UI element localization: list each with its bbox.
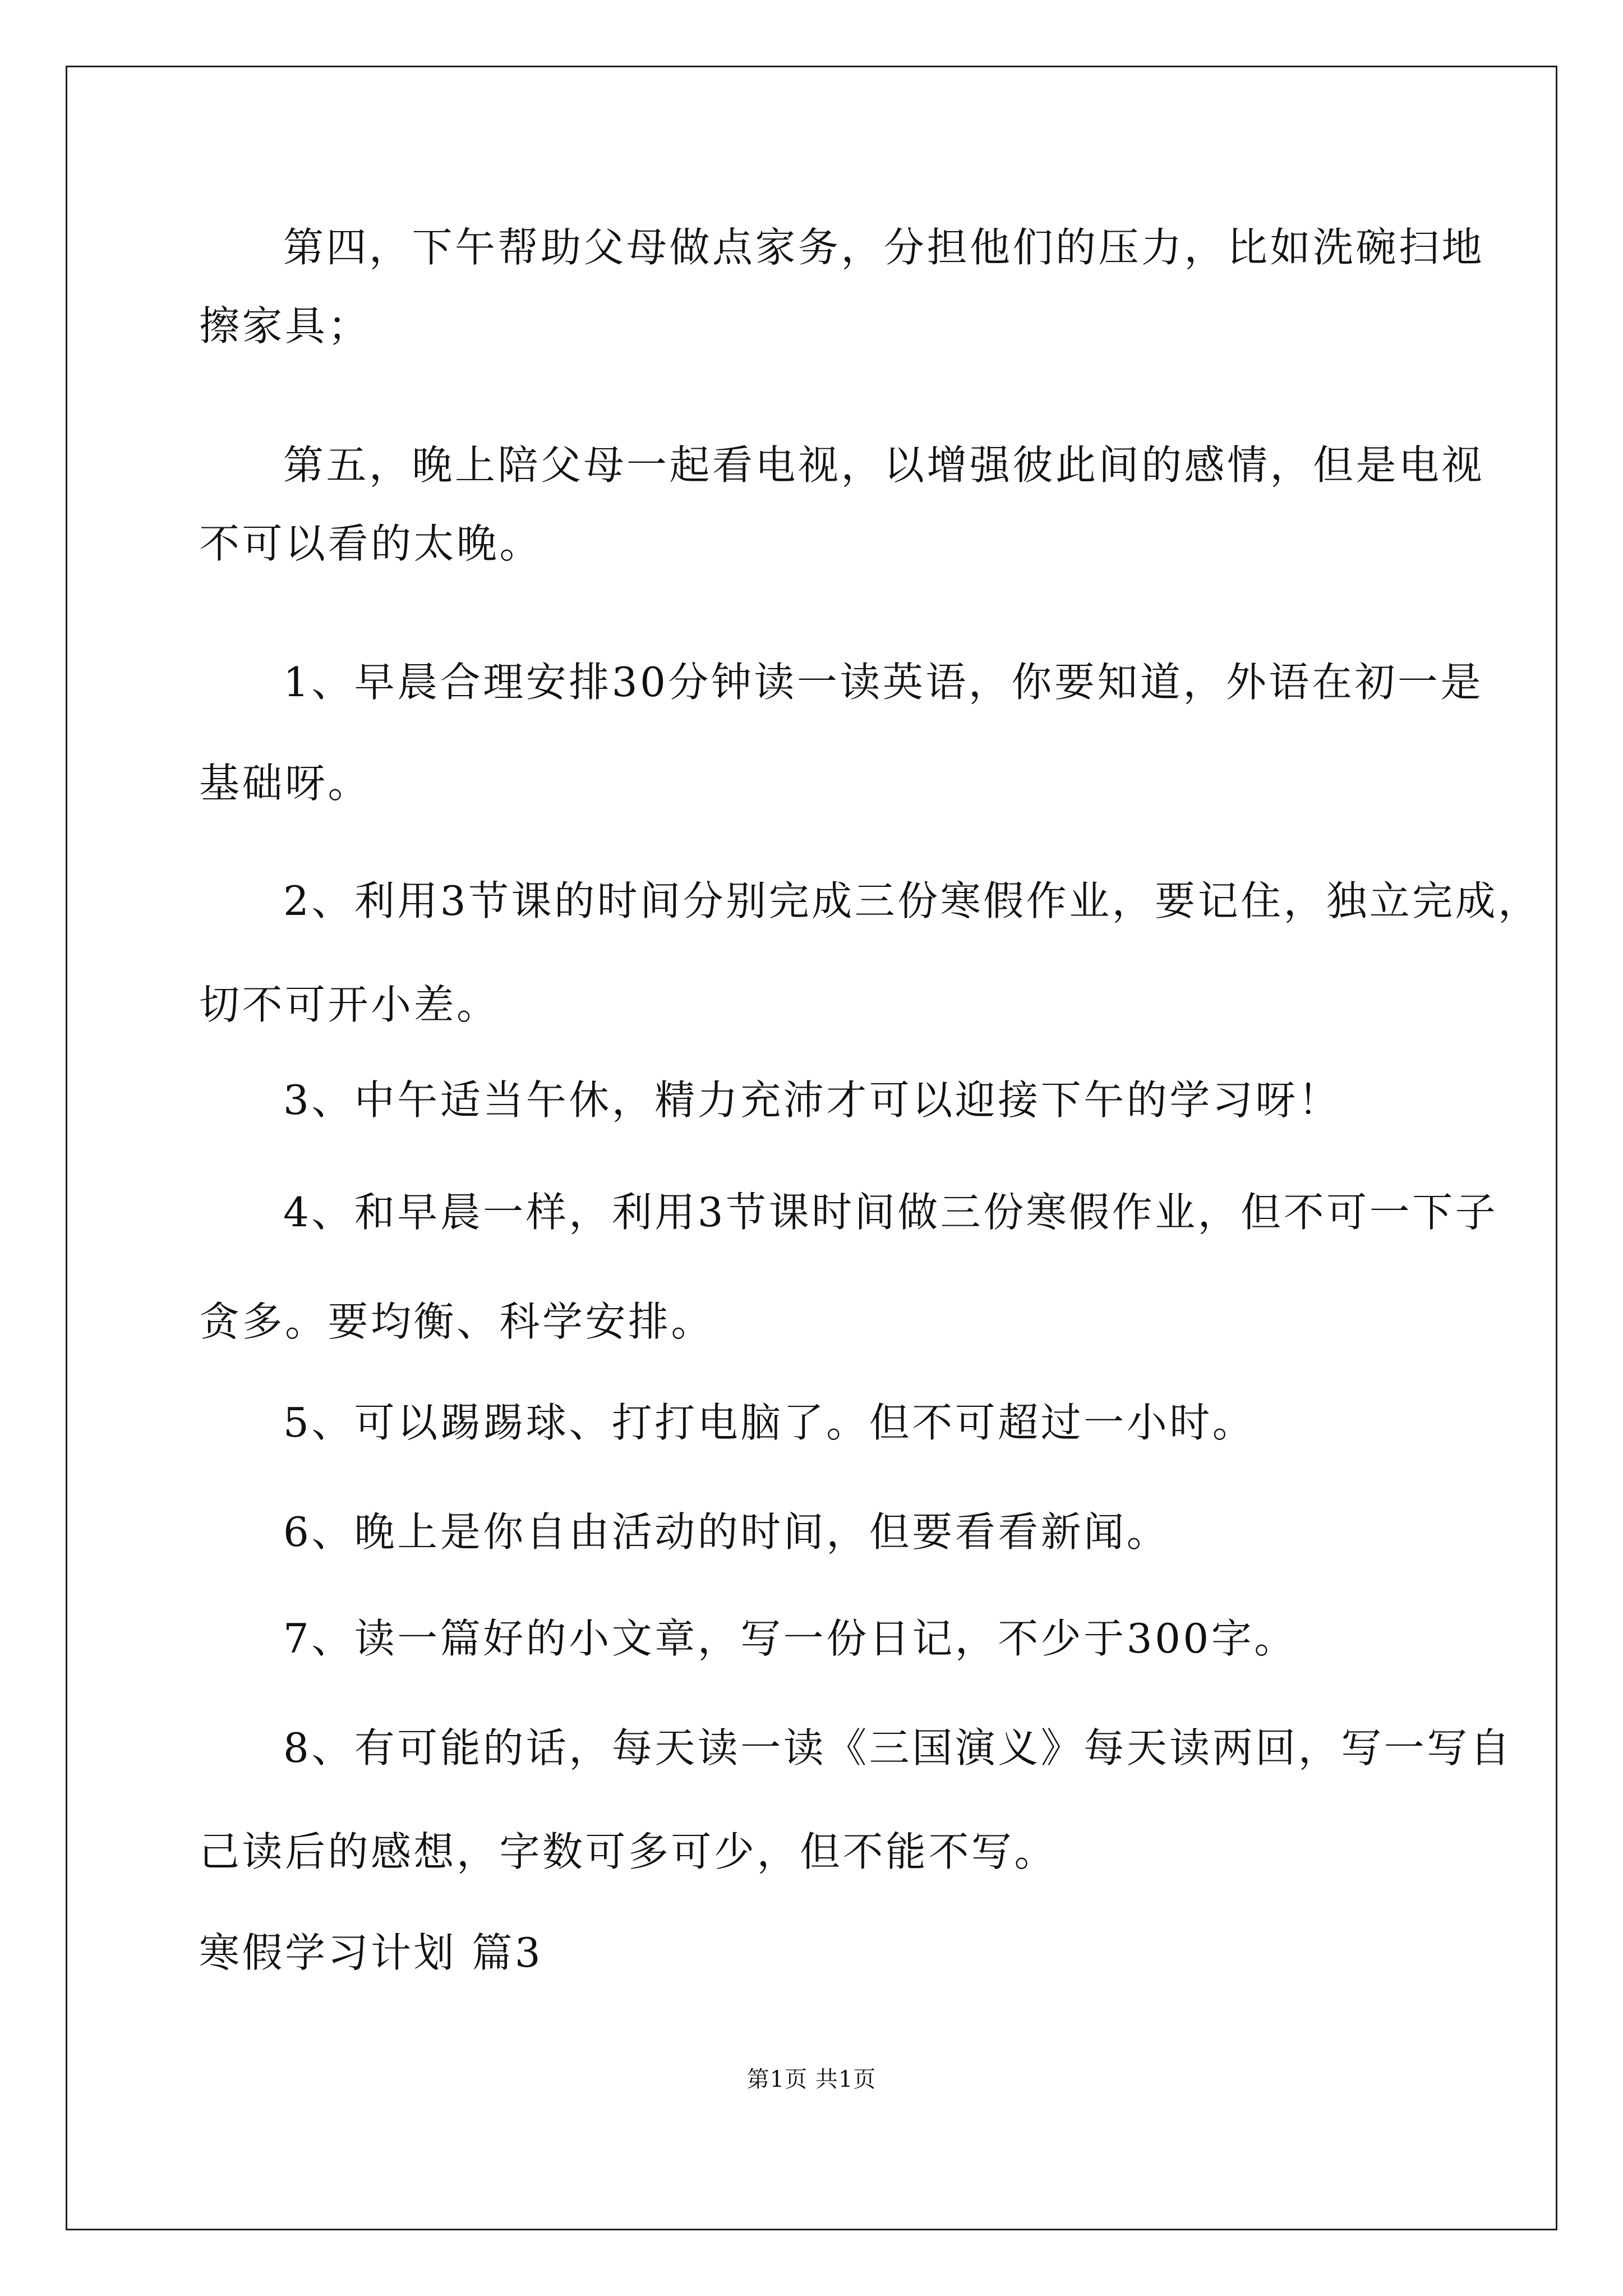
- paragraph-4-line-2: 切不可开小差。: [199, 981, 500, 1028]
- paragraph-10-line-2: 己读后的感想，字数可多可少，但不能不写。: [199, 1828, 1058, 1875]
- paragraph-7-line-1: 5、可以踢踢球、打打电脑了。但不可超过一小时。: [283, 1399, 1256, 1446]
- paragraph-6-line-2: 贪多。要均衡、科学安排。: [199, 1298, 714, 1345]
- paragraph-2-line-1: 第五，晚上陪父母一起看电视，以增强彼此间的感情，但是电视: [283, 441, 1485, 489]
- paragraph-4-line-1: 2、利用3节课的时间分别完成三份寒假作业，要记住，独立完成，: [283, 877, 1541, 924]
- paragraph-8-line-1: 6、晚上是你自由活动的时间，但要看看新闻。: [283, 1508, 1170, 1556]
- paragraph-1-line-1: 第四，下午帮助父母做点家务，分担他们的压力，比如洗碗扫地: [283, 224, 1485, 271]
- page-border: [66, 66, 1557, 2230]
- paragraph-2-line-2: 不可以看的太晚。: [199, 520, 543, 567]
- paragraph-3-line-1: 1、早晨合理安排30分钟读一读英语，你要知道，外语在初一是: [283, 659, 1483, 706]
- paragraph-1-line-2: 擦家具；: [199, 302, 371, 349]
- section-heading: 寒假学习计划 篇3: [199, 1929, 543, 1976]
- paragraph-9-line-1: 7、读一篇好的小文章，写一份日记，不少于300字。: [283, 1615, 1297, 1662]
- paragraph-3-line-2: 基础呀。: [199, 760, 371, 807]
- paragraph-6-line-1: 4、和早晨一样，利用3节课时间做三份寒假作业，但不可一下子: [283, 1189, 1498, 1236]
- paragraph-10-line-1: 8、有可能的话，每天读一读《三国演义》每天读两回，写一写自: [283, 1724, 1513, 1772]
- paragraph-5-line-1: 3、中午适当午休，精力充沛才可以迎接下午的学习呀！: [283, 1076, 1341, 1124]
- page-footer: 第1页 共1页: [746, 2067, 877, 2092]
